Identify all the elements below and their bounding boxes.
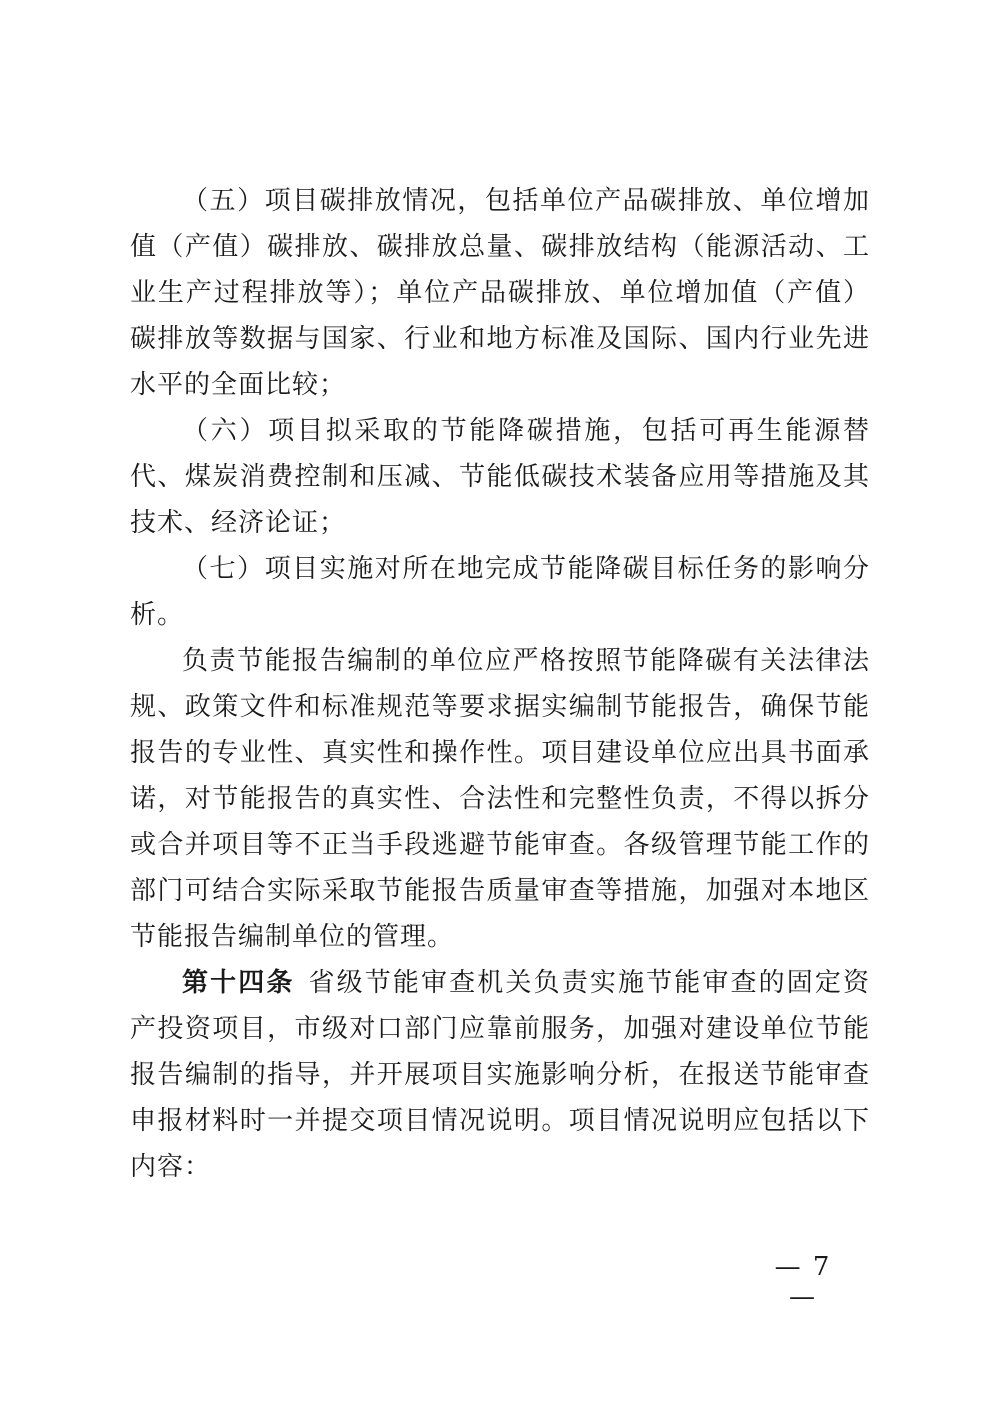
paragraph-item-7: （七）项目实施对所在地完成节能降碳目标任务的影响分析。 xyxy=(130,554,870,630)
paragraph-article-14 xyxy=(130,960,870,1190)
document-body xyxy=(130,178,870,1190)
article-text: 省级节能审查机关负责实施节能审查的固定资产投资项目，市级对口部门应靠前服务，加强对建设单位节能报告编制的指导，并开展项目实施影响分析，在报送节能审查申报材料时一并提交项目情况说明。项目情况说明应包括以下内容： xyxy=(130,968,870,1182)
article-heading: 第十四条 xyxy=(182,968,295,998)
paragraph-report-responsibility: 负责节能报告编制的单位应严格按照节能降碳有关法律法规、政策文件和标准规范等要求据实编制节能报告，确保节能报告的专业性、真实性和操作性。项目建设单位应出具书面承诺，对节能报告的真实性、合法性和完整性负责，不得以拆分或合并项目等不正当手段逃避节能审查。各级管理节能工作的部门可结合实际采取节能报告质量审查等措施，加强对本地区节能报告编制单位的管理。 xyxy=(130,646,870,952)
page-number: — 7 — xyxy=(774,1252,832,1312)
paragraph-item-6: （六）项目拟采取的节能降碳措施，包括可再生能源替代、煤炭消费控制和压减、节能低碳技术装备应用等措施及其技术、经济论证； xyxy=(130,416,870,538)
paragraph-item-5: （五）项目碳排放情况，包括单位产品碳排放、单位增加值（产值）碳排放、碳排放总量、碳排放结构（能源活动、工业生产过程排放等）；单位产品碳排放、单位增加值（产值）碳排放等数据与国家、行业和地方标准及国际、国内行业先进水平的全面比较； xyxy=(130,186,870,400)
